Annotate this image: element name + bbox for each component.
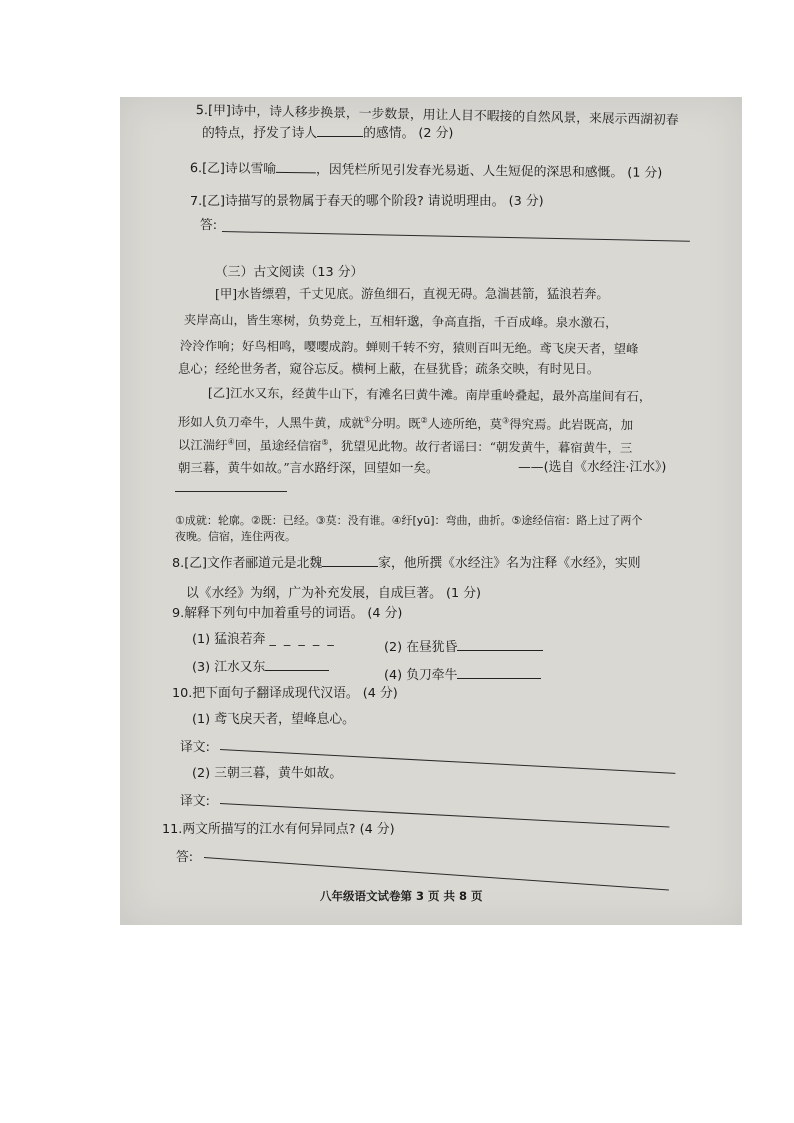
q7-answer-line[interactable] (222, 231, 690, 242)
q9-item-2-text: (2) 在昼犹昏 (384, 640, 458, 655)
q5-prefix: 的特点，抒发了诗人 (202, 126, 318, 141)
q8-answer-blank[interactable] (322, 554, 378, 567)
q10-sentence-2: (2) 三朝三暮，黄牛如故。 (192, 766, 343, 781)
q9-item-4-text: (4) 负刀牵牛 (384, 668, 458, 683)
note-marker-2: ② (420, 415, 428, 425)
q10-sentence-1: (1) 鸢飞戾天者，望峰息心。 (192, 712, 355, 727)
question-7: 7.[乙]诗描写的景物属于春天的哪个阶段? 请说明理由。 (3 分) (190, 194, 544, 209)
yi-2b: 分明。既 (370, 415, 421, 431)
page-footer: 八年级语文试卷第 3 页 共 8 页 (320, 889, 483, 903)
q8-suffix: 家，他所撰《水经注》名为注释《水经》，实则 (378, 556, 641, 571)
question-9-title: 9.解释下列句中加着重号的词语。 (4 分) (172, 606, 403, 621)
notes-divider (175, 491, 287, 492)
q9-item-1-blank[interactable]: _ _ _ _ _ (269, 632, 336, 647)
q9-item-3-text: (3) 江水又东 (192, 660, 266, 675)
q8-prefix: 8.[乙]文作者郦道元是北魏 (172, 556, 323, 571)
q5-answer-blank[interactable] (317, 124, 363, 137)
passage-yi-line-3 (178, 433, 632, 457)
question-11-title: 11.两文所描写的江水有何异同点? (4 分) (162, 822, 395, 837)
note-marker-4: ④ (227, 437, 235, 447)
q5-suffix: 的感情。 (2 分) (363, 126, 454, 141)
passage-jia-line-3: 泠泠作响；好鸟相鸣，嘤嘤成韵。蝉则千转不穷，猿则百叫无绝。鸢飞戾天者，望峰 (179, 337, 639, 357)
question-8-line-1 (172, 554, 641, 573)
q6-suffix: ，因凭栏所见引发春光易逝、人生短促的深思和感慨。 (1 分) (316, 162, 663, 181)
exam-page (120, 97, 742, 925)
q9-item-1-text: (1) 猛浪若奔 (192, 632, 266, 647)
yi-3a: 以江湍纡 (177, 437, 228, 453)
q11-answer-line[interactable] (204, 857, 669, 891)
question-5-line-2 (202, 124, 453, 143)
q9-item-2-blank[interactable] (457, 638, 543, 651)
yi-2d: 得究焉。此岩既高，加 (509, 416, 634, 433)
yi-2a: 形如人负刀牵牛，人黑牛黄，成就 (177, 414, 364, 431)
section-3-title: （三）古文阅读（13 分） (215, 265, 364, 280)
q9-item-4 (384, 666, 541, 685)
q9-item-1 (192, 631, 336, 649)
q11-answer-label: 答: (176, 850, 194, 865)
passage-yi-line-4: 朝三暮，黄牛如故。”言水路纡深，回望如一矣。 (178, 460, 439, 475)
notes-line-1: ①成就：轮廓。②既：已经。③莫：没有谁。④纡[yū]：弯曲，曲折。⑤途经信宿：路上过了两个 (175, 514, 643, 527)
notes-line-2: 夜晚。信宿，连住两夜。 (175, 530, 296, 543)
question-5-line-1: 5.[甲]诗中，诗人移步换景，一步数景，用让人目不暇接的自然风景，来展示西湖初春 (195, 102, 679, 129)
passage-jia-line-2: 夹岸高山，皆生寒树，负势竞上，互相轩邈，争高直指，千百成峰。泉水激石， (183, 311, 618, 331)
q7-answer-label: 答: (200, 218, 218, 233)
q9-item-2 (384, 638, 543, 657)
passage-yi-line-1: [乙]江水又东，经黄牛山下，有滩名曰黄牛滩。南岸重岭叠起，最外高崖间有石， (207, 384, 652, 404)
question-10-title: 10.把下面句子翻译成现代汉语。 (4 分) (172, 686, 398, 701)
q10-translation-label-1: 译文: (180, 740, 210, 755)
q9-item-4-blank[interactable] (457, 666, 541, 679)
question-6 (190, 159, 663, 183)
passage-jia-line-1: [甲]水皆缥碧，千丈见底。游鱼细石，直视无碍。急湍甚箭，猛浪若奔。 (215, 286, 609, 301)
passage-source: ——(选自《水经注·江水》) (518, 460, 667, 475)
note-marker-3: ③ (502, 416, 510, 426)
passage-yi-line-2 (178, 410, 633, 434)
q9-item-3 (192, 658, 329, 677)
yi-3c: ，犹望见此物。故行者谣曰：“朝发黄牛，暮宿黄牛，三 (328, 438, 633, 456)
q6-prefix: 6.[乙]诗以雪喻 (189, 160, 277, 177)
note-marker-1: ① (363, 415, 371, 425)
note-marker-5: ⑤ (321, 438, 329, 448)
passage-jia-line-4: 息心；经纶世务者，窥谷忘反。横柯上蔽，在昼犹昏；疏条交映，有时见日。 (178, 361, 600, 376)
q9-item-3-blank[interactable] (265, 658, 329, 671)
q6-answer-blank[interactable] (276, 160, 316, 173)
yi-2c: 人迹所绝，莫 (427, 415, 503, 432)
q10-translation-label-2: 译文: (180, 794, 210, 809)
question-8-line-2: 以《水经》为纲，广为补充发展，自成巨著。 (1 分) (186, 586, 481, 601)
yi-3b: 回，虽途经信宿 (234, 437, 322, 454)
